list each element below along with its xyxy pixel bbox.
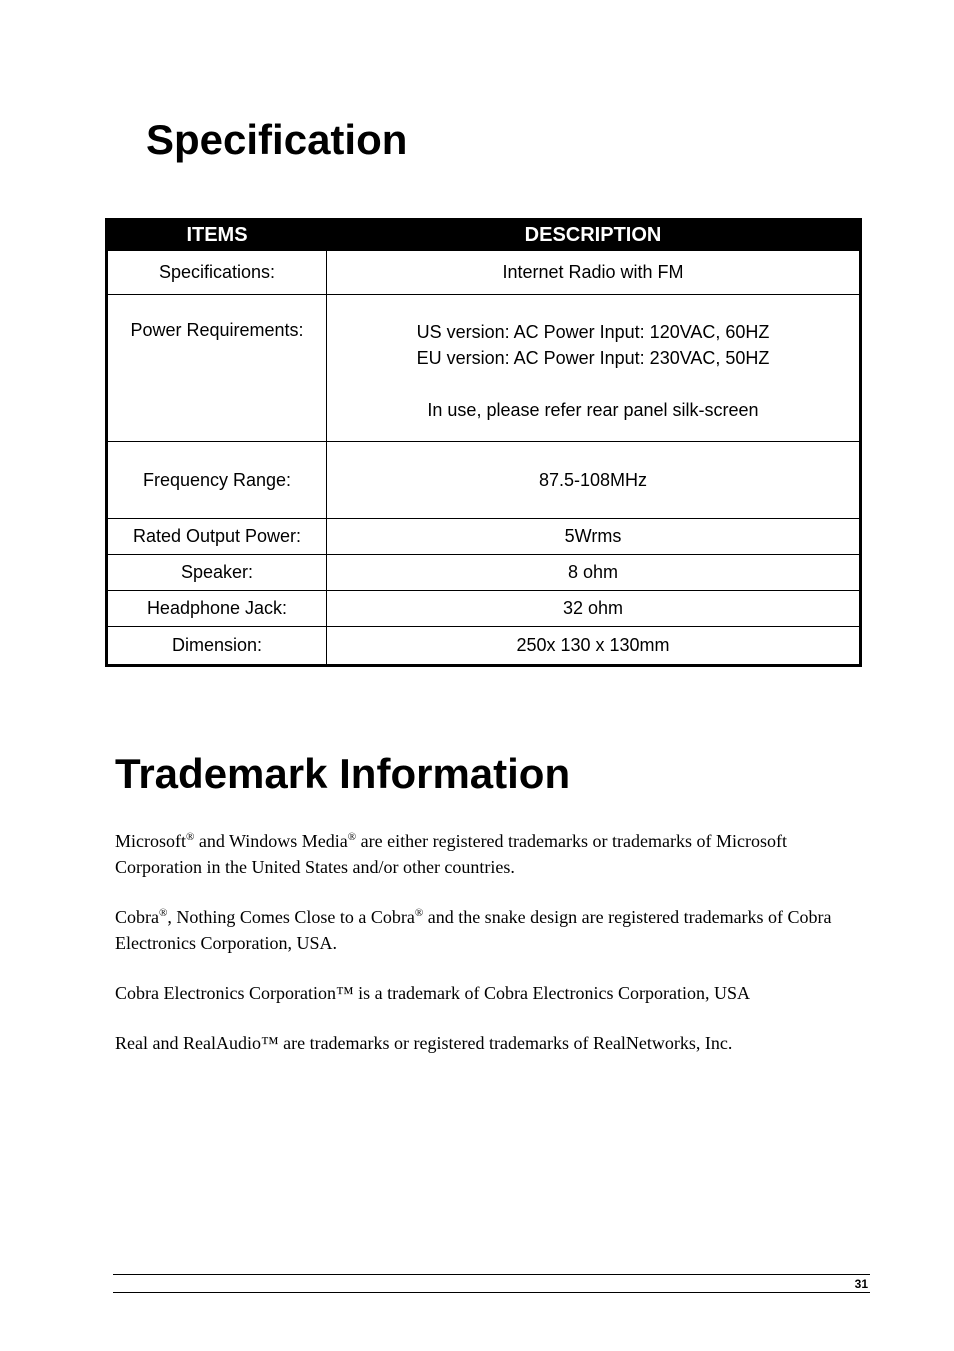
table-row: [107, 555, 861, 591]
trademark-paragraph-cobra: Cobra®, Nothing Comes Close to a Cobra® and the snake design are registered trademarks of Cobra Electronics Corporation, USA.: [115, 907, 832, 953]
table-row: [107, 591, 861, 627]
row-description: [327, 295, 861, 442]
power-item-label: Power Requirements:: [130, 320, 304, 340]
row-description: Internet Radio with FM: [327, 251, 861, 295]
table-row: [107, 519, 861, 555]
row-item: [107, 295, 327, 442]
table-row: [107, 627, 861, 666]
table-row: [107, 442, 861, 519]
power-us-line: US version: AC Power Input: 120VAC, 60HZ: [416, 322, 770, 342]
table-header-row: [107, 220, 861, 251]
row-item: Dimension:: [107, 627, 327, 666]
footer-rule-top: [113, 1274, 870, 1275]
trademark-paragraph-microsoft: Microsoft® and Windows Media® are either registered trademarks or trademarks of Microsoft Corporation in the United States and/or other countries.: [115, 831, 787, 877]
trademark-paragraph-real: Real and RealAudio™ are trademarks or registered trademarks of RealNetworks, Inc.: [115, 1033, 733, 1053]
header-description: DESCRIPTION: [327, 220, 861, 251]
row-item: Rated Output Power:: [107, 519, 327, 555]
row-item: Speaker:: [107, 555, 327, 591]
header-items: ITEMS: [107, 220, 327, 251]
row-description: 250x 130 x 130mm: [327, 627, 861, 666]
footer-rule-bottom: [113, 1292, 870, 1293]
trademark-body: [115, 828, 855, 1080]
power-eu-line: EU version: AC Power Input: 230VAC, 50HZ: [416, 348, 770, 368]
specification-table: [105, 218, 862, 667]
row-description: 5Wrms: [327, 519, 861, 555]
trademark-title: Trademark Information: [115, 750, 571, 797]
specification-title: Specification: [146, 116, 408, 163]
page-number: 31: [854, 1277, 868, 1291]
row-description: 87.5-108MHz: [327, 442, 861, 519]
row-item: Frequency Range:: [107, 442, 327, 519]
trademark-paragraph-cobra-corp: Cobra Electronics Corporation™ is a trademark of Cobra Electronics Corporation, USA: [115, 983, 750, 1003]
power-note-line: In use, please refer rear panel silk-screen: [427, 400, 759, 420]
table-row: [107, 251, 861, 295]
row-description: 32 ohm: [327, 591, 861, 627]
row-description: 8 ohm: [327, 555, 861, 591]
table-row: [107, 295, 861, 442]
row-item: Specifications:: [107, 251, 327, 295]
row-item: Headphone Jack:: [107, 591, 327, 627]
